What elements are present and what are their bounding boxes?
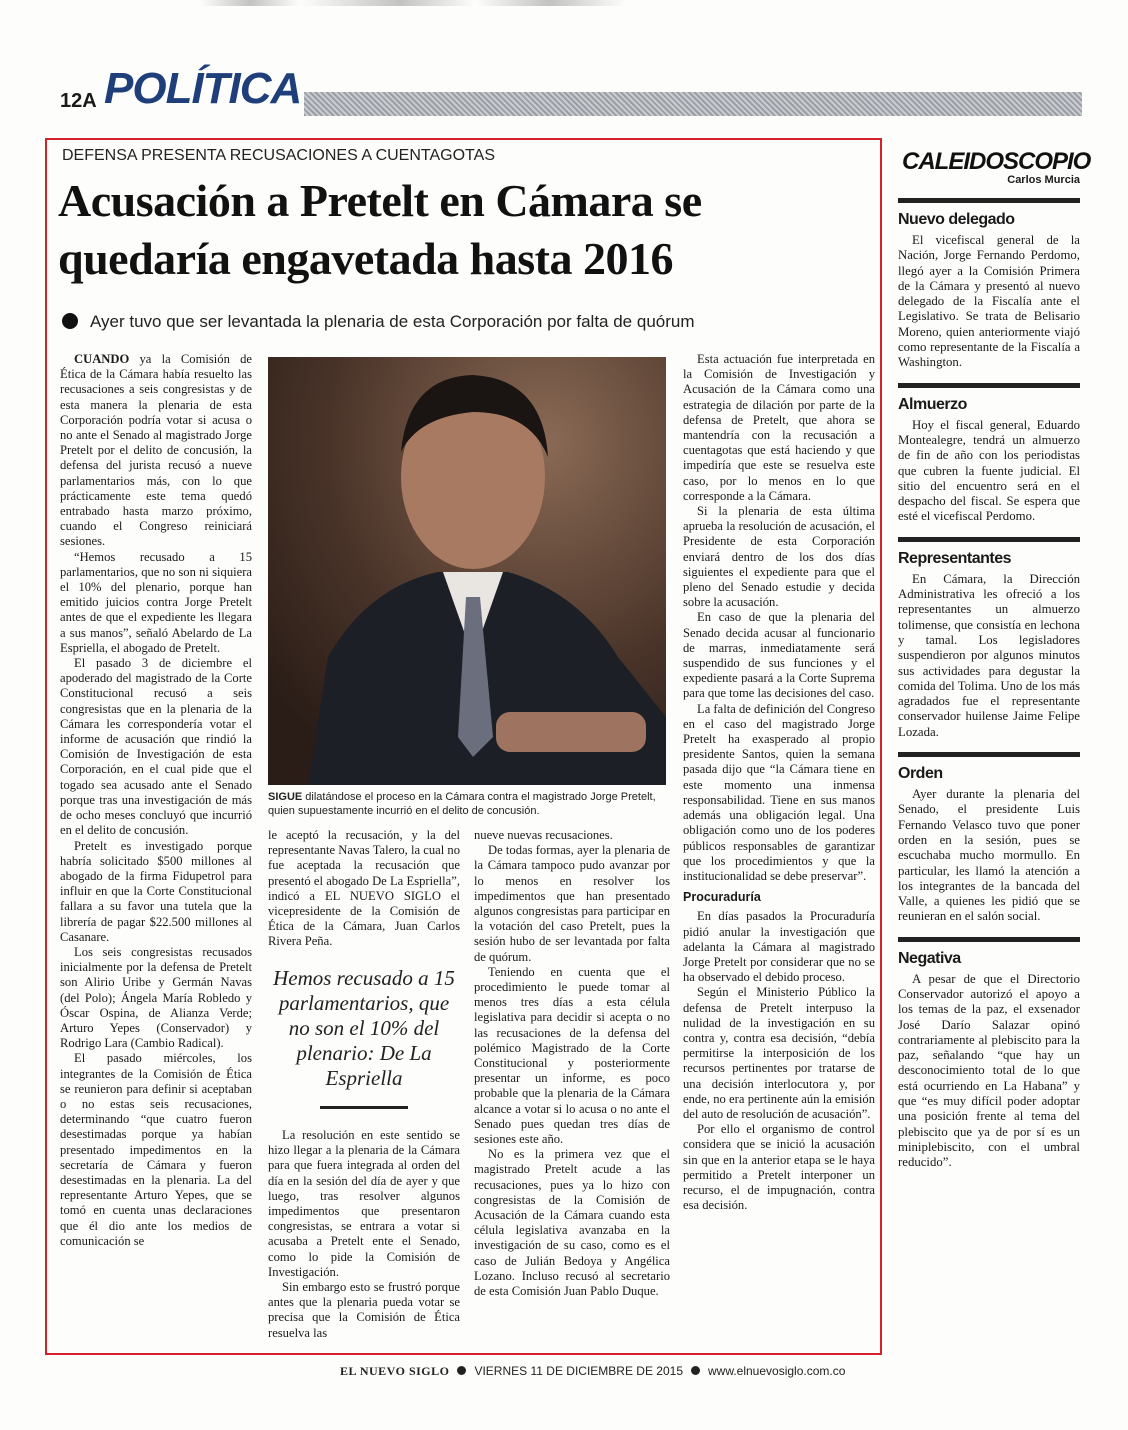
article-kicker: DEFENSA PRESENTA RECUSACIONES A CUENTAGOTAS xyxy=(62,147,495,164)
portrait-image xyxy=(268,357,666,785)
lead-word: CUANDO xyxy=(74,352,130,366)
sidebar-title: CALEIDOSCOPIO xyxy=(902,148,1091,175)
paragraph: Esta actuación fue interpretada en la Comisión de Investigación y Acusación de la Cámara como una estrategia de dilación por parte de la defensa de Pretelt, que ahora se mantendría con la recusación a cuentagotas que está haciendo y que impediría que este se resuelva este caso, por lo menos en lo que corresponde a la Cámara. xyxy=(683,352,875,503)
quote-rule xyxy=(320,1106,408,1109)
sidebar-author: Carlos Murcia xyxy=(1007,174,1080,186)
paragraph: La falta de definición del Congreso en el caso del magistrado Jorge Pretelt ha exasperado al propio presidente Santos, quien la semana pasada dijo que “la Cámara tiene en este momento una inmensa responsabilidad. Tiene en sus manos además una obligación legal. Una obligación como uno de los poderes públicos responsables de garantizar que los procedimientos y que la institucionalidad se debe preservar”. xyxy=(683,701,875,883)
article-column-3 xyxy=(474,828,670,1348)
paragraph: El pasado miércoles, los integrantes de la Comisión de Ética se reunieron para definir si aceptaban o no estas seis recusaciones, determinando “que cuatro fueron desestimadas porque ya habían presentado impedimentos en la secretaría de Cámara y fueron desestimadas en la plenaria. La del representante Arturo Yepes, que se tomó en cuenta unas declaraciones que él dio ante los medios de comunicación se xyxy=(60,1051,252,1248)
paragraph: En caso de que la plenaria del Senado decida acusar al funcionario de marras, inmediatamente será suspendido de sus funciones y el expediente pasará a la Corte Suprema para que tome las decisiones del caso. xyxy=(683,610,875,701)
bullet-icon xyxy=(457,1366,466,1375)
page-header xyxy=(60,60,1082,120)
caption-lead: SIGUE xyxy=(268,791,303,803)
caleidoscopio-sidebar xyxy=(898,148,1091,1171)
article-headline: Acusación a Pretelt en Cámara se quedaría engavetada hasta 2016 xyxy=(58,175,702,284)
header-band xyxy=(304,92,1082,116)
sidebar-heading: Orden xyxy=(898,752,1080,783)
sidebar-item xyxy=(898,937,1080,1171)
paragraph: “Hemos recusado a 15 parlamentarios, que no son ni siquiera el 10% del plenario, porque han emitido juicios contra Jorge Pretelt antes de que el expediente les llegara a sus manos”, señaló Abelardo de La Espriella, el abogado de Pretelt. xyxy=(60,549,252,655)
bullet-icon xyxy=(62,313,78,329)
subhead-procuraduria: Procuraduría xyxy=(683,890,761,905)
paragraph: Según el Ministerio Público la defensa de Pretelt interpuso la nulidad de la investigación en su contra y, contra esa decisión, “debía permitirse la interposición de los recursos pertinentes por tratarse de una decisión interlocutora y, por ende, no era pertinente aún la emisión del auto de resolución de acusación”. xyxy=(683,985,875,1121)
paragraph: De todas formas, ayer la plenaria de la Cámara tampoco pudo avanzar por lo menos en resolver los impedimentos que han presentado algunos congresistas para participar en la votación del caso Pretelt, pues la sesión hubo de ser levantada por falta de quórum. xyxy=(474,843,670,964)
paragraph: La resolución en este sentido se hizo llegar a la plenaria de la Cámara para que fuera integrada al orden del día en la sesión del día de ayer y que luego, tras resolver algunos impedimentos que presentaron congresistas, se entrara a votar si acusaba a Pretelt ente el Senado, como lo pide la Comisión de Investigación. xyxy=(268,1128,460,1279)
sidebar-heading: Nuevo delegado xyxy=(898,198,1080,229)
sidebar-text: A pesar de que el Directorio Conservador autorizó el apoyo a los temas de la paz, el exsenador José Darío Salazar opinó contrariamente al plebiscito para la paz, señalando “que hay un desconocimiento total de lo que está ocurriendo en La Habana” y que “es muy difícil poder adoptar una posición frente al tema del plebiscito que ya de por sí es un miniplebiscito, con el umbral reducido”. xyxy=(898,971,1080,1170)
paragraph: Por ello el organismo de control considera que se inició la acusación sin que en la anterior etapa se le haya permitido a Pretelt interponer un recurso, el de impugnación, contra esa decisión. xyxy=(683,1122,875,1213)
sidebar-item xyxy=(898,198,1080,371)
paragraph: Sin embargo esto se frustró porque antes que la plenaria pueda votar se precisa que la Comisión de Ética resuelva las xyxy=(268,1280,460,1340)
bullet-icon xyxy=(691,1366,700,1375)
paragraph: le aceptó la recusación, y la del representante Navas Talero, la cual no fue aceptada la recusación que presentó el abogado De La Espriella”, indicó a EL NUEVO SIGLO el vicepresidente de la Comisión de Ética de la Cámara, Juan Carlos Rivera Peña. xyxy=(268,828,460,949)
sidebar-item xyxy=(898,752,1080,925)
article-column-2 xyxy=(268,828,460,960)
article-column-4 xyxy=(683,352,875,1352)
paragraph: El pasado 3 de diciembre el apoderado del magistrado de la Corte Constitucional recusó a seis congresistas que en la plenaria de la Cámara les correspondería votar el informe de acusación que rindió la Comisión de Investigación de esta Corporación, en el cual pide que el togado sea acusado ante el Senado porque tras una investigación de más de ocho meses concluyó que incurrió en el delito de concusión. xyxy=(60,656,252,838)
section-title: POLÍTICA xyxy=(104,64,302,113)
paragraph: No es la primera vez que el magistrado Pretelt acude a las recusaciones, pues ya lo hizo con congresistas de la Comisión de Acusación de la Cámara cuando esta célula legislativa avanzaba en la investigación de su caso, como es el caso de Julián Bedoya y Angélica Lozano. Incluso recusó al secretario de esta Comisión Juan Pablo Duque. xyxy=(474,1147,670,1299)
paragraph: Si la plenaria de esta última aprueba la resolución de acusación, el Presidente de esta Corporación enviará dentro de los dos días siguientes el expediente para que el pleno del Senado estudie y decida sobre la acusación. xyxy=(683,504,875,610)
paragraph: Teniendo en cuenta que el procedimiento le puede tomar al menos tres días a esta célula legislativa para decidir si acepta o no las recusaciones de la defensa del polémico Magistrado de la Corte Constitucional y posteriormente presentar un informe, es poco probable que la plenaria de la Cámara alcance a votar si lo acusa o no ante el Senado pues quedan tres días de sesiones este año. xyxy=(474,964,670,1147)
sidebar-item xyxy=(898,537,1080,740)
footer-website[interactable]: www.elnuevosiglo.com.co xyxy=(708,1364,846,1378)
pull-quote: Hemos recusado a 15 parlamentarios, que no son el 10% del plenario: De La Espriella xyxy=(273,966,455,1090)
footer-brand: EL NUEVO SIGLO xyxy=(340,1364,450,1378)
paragraph: En días pasados la Procuraduría pidió anular la investigación que adelanta la Cámara al magistrado Jorge Pretelt por considerar que no se ha observado el debido proceso. xyxy=(683,909,875,985)
article-subheadline xyxy=(62,312,695,332)
sidebar-heading: Almuerzo xyxy=(898,383,1080,414)
paragraph: nueve nuevas recusaciones. xyxy=(474,828,613,842)
photo-caption xyxy=(268,790,666,818)
scan-top-edge xyxy=(200,0,700,6)
paragraph-text: ya la Comisión de Ética de la Cámara había resuelto las recusaciones a seis congresistas y de esta manera la plenaria de esta Corporación podría votar si acusa o no ante el Senado al magistrado Jorge Pretelt por el delito de concusión, la defensa del jurista recusó a nueve parlamentarios más, con lo que prácticamente este tema quedó entrabado hasta marzo próximo, cuando el Congreso reiniciará sesiones. xyxy=(60,352,252,549)
paragraph: Pretelt es investigado porque habría solicitado $500 millones al abogado de la firma Fidupetrol para influir en que la Corte Constitucional fallara a su favor una tutela que la librería de pagar $22.500 millones al Casanare. xyxy=(60,838,252,944)
sidebar-text: El vicefiscal general de la Nación, Jorge Fernando Perdomo, llegó ayer a la Comisión Primera de la Cámara y presentó al nuevo delegado de la Fiscalía ante el Legislativo. Se trata de Belisario Moreno, quien anteriormente viajó como representante de la Fiscalía a Washington. xyxy=(898,233,1080,370)
article-column-1 xyxy=(60,352,252,1352)
caption-text: dilatándose el proceso en la Cámara contra el magistrado Jorge Pretelt, quien supuestamente incurrió en el delito de concusión. xyxy=(268,791,656,817)
sidebar-heading: Negativa xyxy=(898,937,1080,968)
sidebar-text: Ayer durante la plenaria del Senado, el presidente Luis Fernando Velasco tuvo que poner orden en la sesión, pues se escuchaba mucho mormullo. En particular, les llamó la atención a los integrantes de la bancada del Valle, a quienes les pidió que se reunieran en el salón social. xyxy=(898,787,1080,924)
paragraph xyxy=(60,352,252,550)
page-footer xyxy=(340,1364,845,1379)
sidebar-heading: Representantes xyxy=(898,537,1080,568)
article-photo xyxy=(268,357,666,785)
footer-date: VIERNES 11 DE DICIEMBRE DE 2015 xyxy=(474,1364,683,1378)
paragraph: Los seis congresistas recusados inicialmente por la defensa de Pretelt son Alirio Uribe y Germán Navas (del Polo); Ángela María Robledo y Óscar Ospina, de Alianza Verde; Arturo Yepes (Conservador) y Rodrigo Lara (Cambio Radical). xyxy=(60,944,252,1051)
page-number: 12A xyxy=(60,90,97,112)
article-column-2-lower xyxy=(268,1128,460,1350)
sidebar-text: En Cámara, la Dirección Administrativa les ofreció a los representantes un almuerzo tolimense, que consistía en lechona y tamal. Los legisladores suspendieron por algunos minutos sus actividades para degustar la comida del Tolima. Uno de los más agradados fue el representante conservador huilense Jaime Felipe Lozada. xyxy=(898,571,1080,739)
sidebar-item xyxy=(898,383,1080,525)
sidebar-text: Hoy el fiscal general, Eduardo Montealegre, tendrá un almuerzo de fin de año con los periodistas que cubren la fuente judicial. El sitio del encuentro será en el despacho del fiscal. Se espera que esté el vicefiscal Perdomo. xyxy=(898,417,1080,524)
subheadline-text: Ayer tuvo que ser levantada la plenaria de esta Corporación por falta de quórum xyxy=(90,312,695,331)
